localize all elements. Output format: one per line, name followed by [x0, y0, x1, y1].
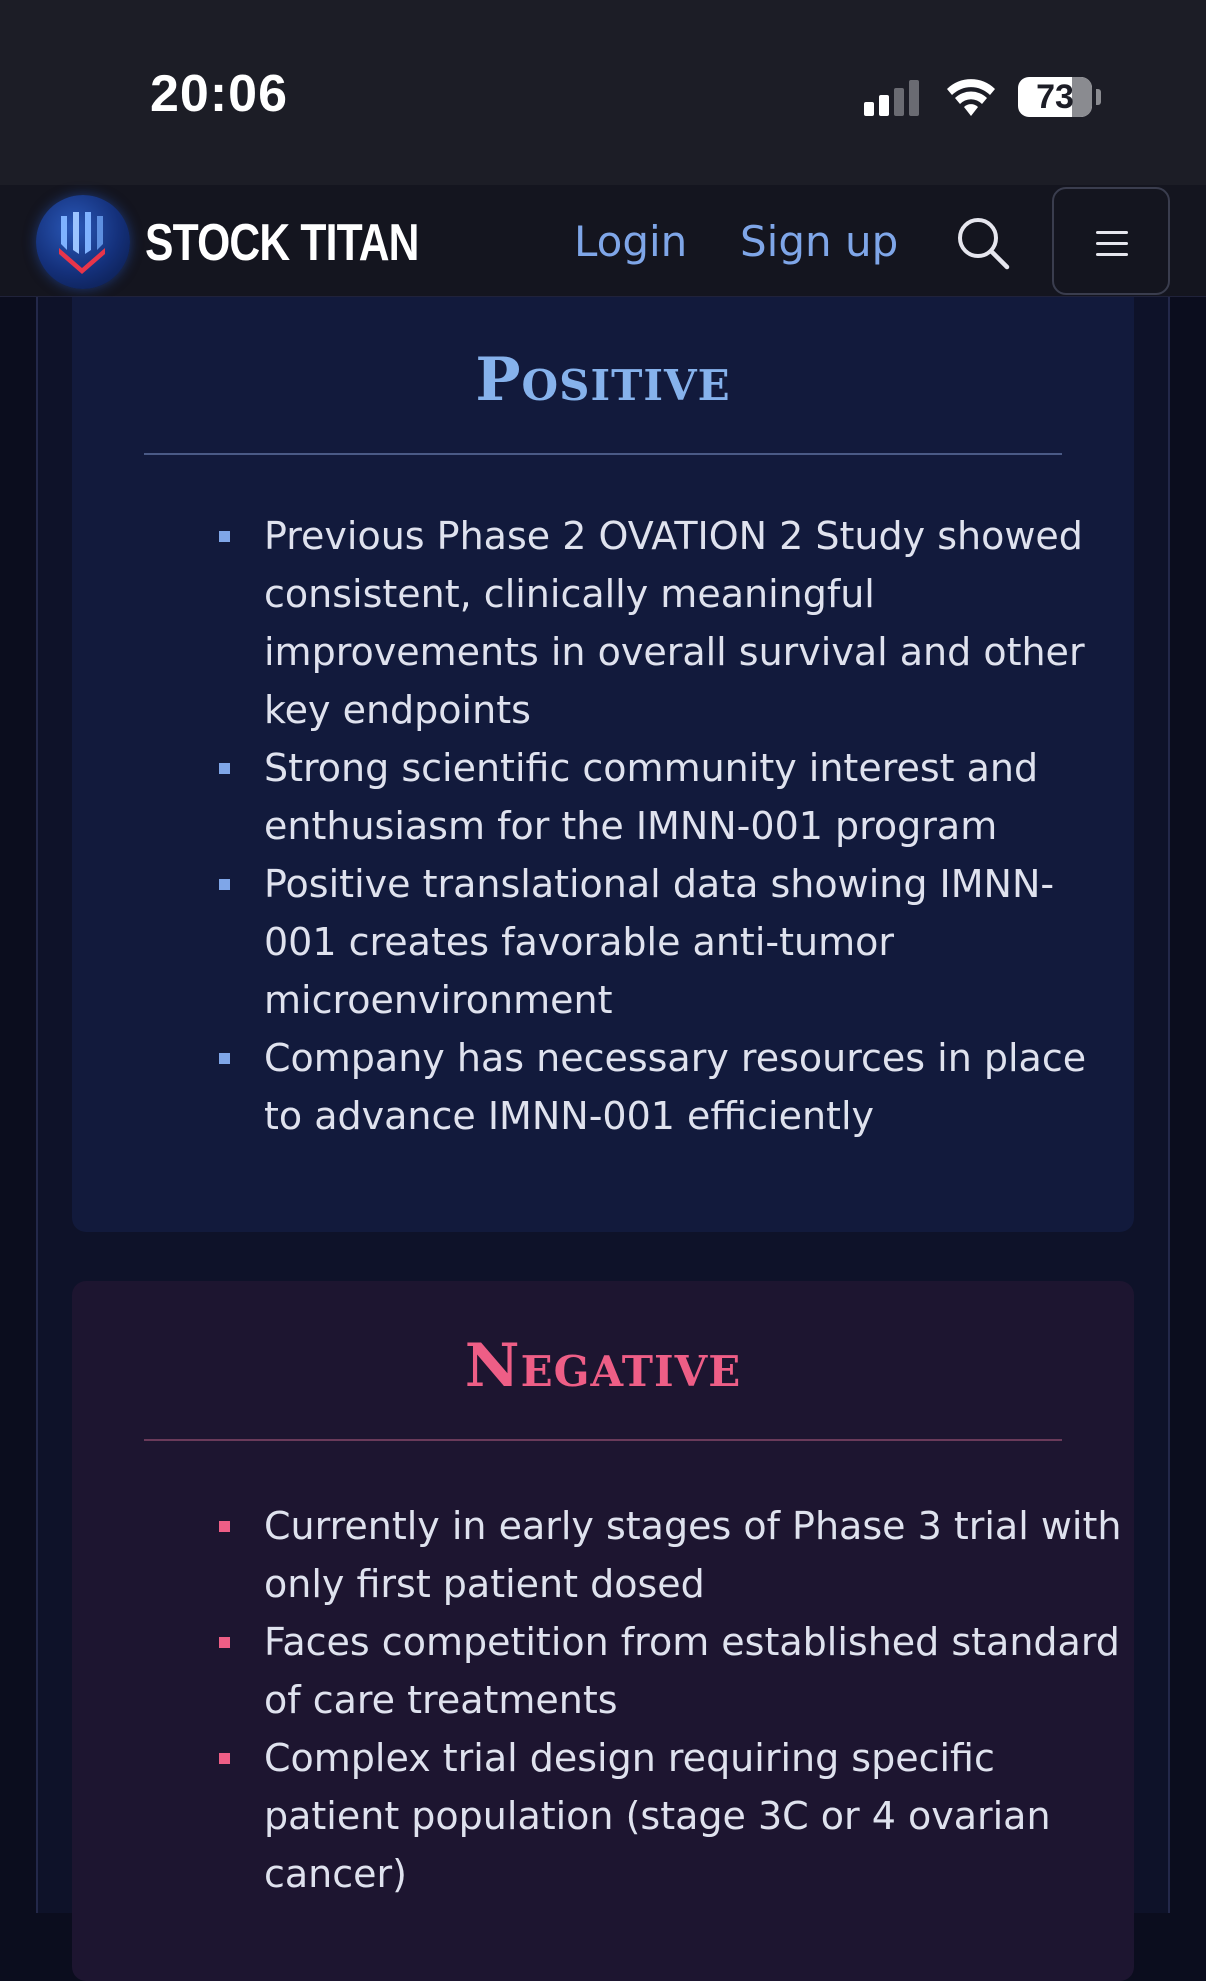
- list-item-text: Currently in early stages of Phase 3 trial with only first patient dosed: [264, 1504, 1122, 1606]
- list-item-text: Faces competition from established standard of care treatments: [264, 1620, 1120, 1722]
- battery-icon: [1018, 77, 1092, 117]
- square-bullet-icon: [219, 1521, 230, 1532]
- negative-title: Negative: [464, 1331, 742, 1401]
- square-bullet-icon: [219, 531, 230, 542]
- square-bullet-icon: [219, 1053, 230, 1064]
- status-time: 20:06: [150, 65, 288, 123]
- hamburger-line: [1096, 242, 1128, 245]
- positive-title: Positive: [475, 345, 731, 415]
- square-bullet-icon: [219, 879, 230, 890]
- list-item-text: Company has necessary resources in place to advance IMNN-001 efficiently: [264, 1036, 1087, 1138]
- list-item: [144, 1029, 1122, 1145]
- list-item-text: Complex trial design requiring specific patient population (stage 3C or 4 ovarian cancer): [264, 1736, 1051, 1896]
- negative-card: [72, 1281, 1134, 1981]
- battery-nub: [1096, 89, 1101, 105]
- list-item-text: Previous Phase 2 OVATION 2 Study showed consistent, clinically meaningful improvements in overall survival and other key endpoints: [264, 514, 1085, 732]
- brand-name[interactable]: STOCK TITAN: [145, 214, 419, 272]
- list-item: [144, 1613, 1134, 1729]
- hamburger-line: [1096, 253, 1128, 256]
- search-icon[interactable]: [955, 215, 1011, 271]
- square-bullet-icon: [219, 1753, 230, 1764]
- hamburger-menu-button[interactable]: [1052, 187, 1170, 295]
- positive-divider: [144, 453, 1062, 455]
- list-item: [144, 1729, 1134, 1903]
- login-link[interactable]: Login: [574, 217, 688, 266]
- list-item: [144, 507, 1122, 739]
- square-bullet-icon: [219, 763, 230, 774]
- top-navbar: [0, 185, 1206, 297]
- signup-link[interactable]: Sign up: [740, 217, 899, 266]
- hamburger-menu-icon: [1096, 231, 1128, 234]
- negative-divider: [144, 1439, 1062, 1441]
- battery-level: 73: [1036, 78, 1074, 116]
- list-item: [144, 855, 1122, 1029]
- stock-titan-logo-icon[interactable]: [36, 195, 130, 289]
- list-item-text: Positive translational data showing IMNN-001 creates favorable anti-tumor microenvironment: [264, 862, 1055, 1022]
- list-item: [144, 739, 1122, 855]
- wifi-icon: [946, 76, 996, 118]
- list-item-text: Strong scientific community interest and enthusiasm for the IMNN-001 program: [264, 746, 1039, 848]
- cellular-signal-icon: [864, 80, 922, 116]
- negative-list: [144, 1497, 1134, 1903]
- list-item: [144, 1497, 1134, 1613]
- positive-card: [72, 297, 1134, 1232]
- square-bullet-icon: [219, 1637, 230, 1648]
- positive-list: [144, 507, 1134, 1145]
- status-bar: [0, 0, 1206, 185]
